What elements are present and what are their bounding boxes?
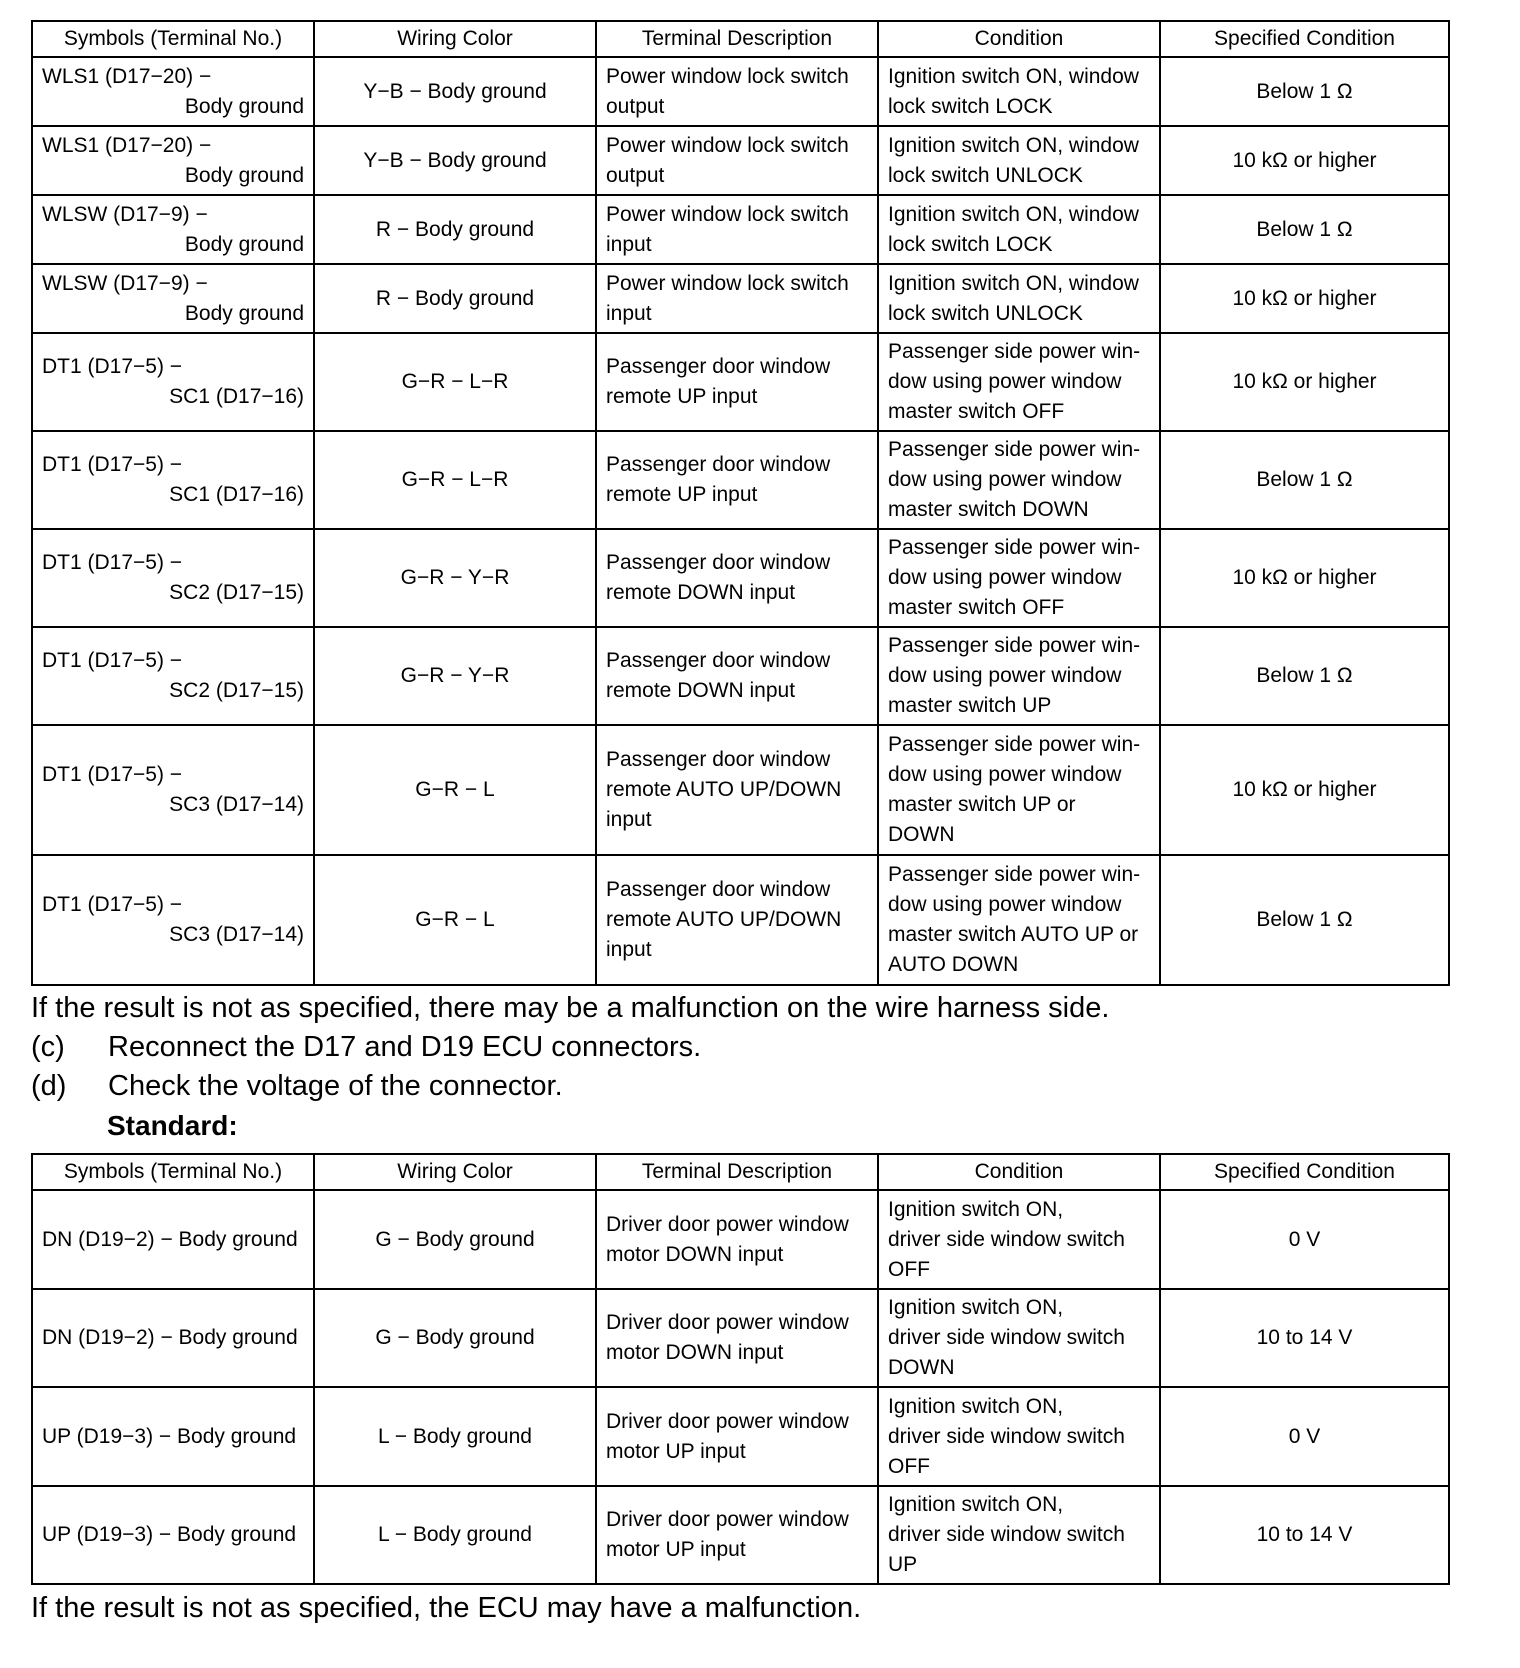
- cell-condition-line: Passenger side power win-: [888, 863, 1141, 886]
- header-condition: Condition: [878, 1154, 1160, 1190]
- cell-condition-line: DOWN: [888, 1356, 955, 1379]
- cell-condition-line: Passenger side power win-: [888, 340, 1141, 363]
- terminal-from: DT1 (D17−5) −: [42, 551, 183, 574]
- cell-condition-line: dow using power window: [888, 566, 1122, 589]
- terminal-from: DT1 (D17−5) −: [42, 649, 183, 672]
- cell-specified-condition: Below 1 Ω: [1160, 431, 1449, 529]
- cell-condition-line: driver side window switch: [888, 1424, 1125, 1448]
- cell-specified-condition: Below 1 Ω: [1160, 627, 1449, 725]
- terminal-from: DT1 (D17−5) −: [42, 763, 183, 786]
- cell-symbols: [32, 333, 314, 431]
- table-row: [32, 1387, 1449, 1486]
- table-row: [32, 1289, 1449, 1387]
- cell-wiring-color: G − Body ground: [314, 1190, 596, 1289]
- cell-terminal-description-line: Driver door power window: [606, 1212, 849, 1236]
- cell-condition-line: Passenger side power win-: [888, 536, 1141, 559]
- cell-terminal-description-line: motor DOWN input: [606, 1341, 784, 1364]
- table-row: [32, 431, 1449, 529]
- cell-symbols: DN (D19−2) − Body ground: [32, 1289, 314, 1387]
- cell-terminal-description-line: Passenger door window: [606, 878, 831, 901]
- cell-condition: [878, 1387, 1160, 1486]
- header-symbols: Symbols (Terminal No.): [32, 1154, 314, 1190]
- cell-condition-line: dow using power window: [888, 664, 1122, 687]
- terminal-to: SC1 (D17−16): [169, 385, 304, 408]
- cell-terminal-description: [596, 431, 878, 529]
- cell-specified-condition: 10 kΩ or higher: [1160, 725, 1449, 855]
- cell-terminal-description-line: input: [606, 938, 652, 961]
- cell-terminal-description: [596, 1190, 878, 1289]
- cell-condition-line: Ignition switch ON, window: [888, 133, 1139, 157]
- step-d: [31, 1067, 563, 1105]
- cell-terminal-description-line: motor UP input: [606, 1538, 746, 1561]
- step-d-letter: (d): [31, 1070, 67, 1102]
- cell-symbols: [32, 264, 314, 333]
- cell-specified-condition: 0 V: [1160, 1190, 1449, 1289]
- cell-condition-line: lock switch LOCK: [888, 232, 1053, 256]
- cell-condition-line: dow using power window: [888, 370, 1122, 393]
- cell-condition-line: OFF: [888, 1454, 930, 1478]
- cell-terminal-description-line: remote AUTO UP/DOWN: [606, 908, 842, 931]
- cell-terminal-description-line: Passenger door window: [606, 355, 831, 378]
- cell-terminal-description: [596, 126, 878, 195]
- header-wiring-color: Wiring Color: [314, 1154, 596, 1190]
- cell-wiring-color: Y−B − Body ground: [314, 126, 596, 195]
- terminal-to: SC3 (D17−14): [169, 923, 304, 946]
- cell-condition-line: driver side window switch: [888, 1523, 1125, 1546]
- terminal-from: DT1 (D17−5) −: [42, 355, 183, 378]
- cell-wiring-color: G−R − L−R: [314, 333, 596, 431]
- cell-specified-condition: 10 kΩ or higher: [1160, 264, 1449, 333]
- cell-condition: [878, 855, 1160, 985]
- table-row: [32, 333, 1449, 431]
- cell-terminal-description-line: Driver door power window: [606, 1311, 849, 1334]
- cell-condition-line: driver side window switch: [888, 1326, 1125, 1349]
- cell-terminal-description-line: motor UP input: [606, 1439, 746, 1463]
- terminal-to: SC1 (D17−16): [169, 483, 304, 506]
- cell-terminal-description-line: input: [606, 232, 652, 256]
- cell-symbols: [32, 126, 314, 195]
- cell-terminal-description-line: remote UP input: [606, 385, 758, 408]
- cell-terminal-description: [596, 1387, 878, 1486]
- cell-terminal-description-line: Driver door power window: [606, 1409, 849, 1433]
- cell-specified-condition: 10 to 14 V: [1160, 1486, 1449, 1584]
- cell-terminal-description: [596, 1486, 878, 1584]
- cell-wiring-color: R − Body ground: [314, 195, 596, 264]
- cell-terminal-description-line: output: [606, 163, 665, 187]
- cell-condition-line: Ignition switch ON, window: [888, 271, 1139, 295]
- cell-condition: [878, 57, 1160, 126]
- cell-symbols: UP (D19−3) − Body ground: [32, 1387, 314, 1486]
- cell-terminal-description-line: motor DOWN input: [606, 1242, 784, 1266]
- cell-condition-line: lock switch UNLOCK: [888, 301, 1083, 325]
- cell-terminal-description: [596, 855, 878, 985]
- resistance-spec-table: [31, 20, 1450, 986]
- cell-symbols: [32, 855, 314, 985]
- result-note-ecu: If the result is not as specified, the ECU may have a malfunction.: [31, 1592, 862, 1624]
- terminal-to: SC3 (D17−14): [169, 793, 304, 816]
- table-row: [32, 195, 1449, 264]
- cell-symbols: [32, 57, 314, 126]
- terminal-to: Body ground: [184, 94, 304, 118]
- cell-condition-line: master switch OFF: [888, 596, 1065, 619]
- cell-condition-line: Passenger side power win-: [888, 733, 1141, 756]
- cell-terminal-description-line: Passenger door window: [606, 551, 831, 574]
- cell-terminal-description-line: Power window lock switch: [606, 202, 849, 226]
- cell-symbols: [32, 431, 314, 529]
- cell-symbols: UP (D19−3) − Body ground: [32, 1486, 314, 1584]
- table-row: [32, 57, 1449, 126]
- step-d-text: Check the voltage of the connector.: [108, 1070, 563, 1102]
- cell-condition-line: master switch UP or: [888, 793, 1076, 816]
- cell-wiring-color: R − Body ground: [314, 264, 596, 333]
- cell-condition-line: master switch UP: [888, 694, 1052, 717]
- cell-terminal-description-line: Passenger door window: [606, 453, 831, 476]
- cell-terminal-description: [596, 627, 878, 725]
- cell-terminal-description: [596, 195, 878, 264]
- table-header-row: [32, 21, 1449, 57]
- cell-symbols: DN (D19−2) − Body ground: [32, 1190, 314, 1289]
- cell-condition: [878, 725, 1160, 855]
- cell-specified-condition: 10 kΩ or higher: [1160, 333, 1449, 431]
- table-row: [32, 529, 1449, 627]
- header-symbols: Symbols (Terminal No.): [32, 21, 314, 57]
- cell-terminal-description-line: input: [606, 808, 652, 831]
- cell-terminal-description-line: input: [606, 301, 652, 325]
- cell-condition-line: Passenger side power win-: [888, 438, 1141, 461]
- cell-condition: [878, 1486, 1160, 1584]
- terminal-from: WLSW (D17−9) −: [42, 271, 208, 295]
- voltage-spec-table: [31, 1153, 1450, 1585]
- terminal-to: SC2 (D17−15): [169, 581, 304, 604]
- cell-terminal-description: [596, 57, 878, 126]
- terminal-from: DT1 (D17−5) −: [42, 893, 183, 916]
- cell-specified-condition: Below 1 Ω: [1160, 57, 1449, 126]
- cell-condition-line: dow using power window: [888, 893, 1122, 916]
- table-row: [32, 725, 1449, 855]
- table-header-row: [32, 1154, 1449, 1190]
- cell-condition: [878, 333, 1160, 431]
- cell-terminal-description-line: Power window lock switch: [606, 64, 849, 88]
- cell-condition-line: Ignition switch ON, window: [888, 202, 1139, 226]
- cell-condition: [878, 627, 1160, 725]
- cell-condition-line: AUTO DOWN: [888, 953, 1019, 976]
- cell-condition: [878, 431, 1160, 529]
- cell-wiring-color: G − Body ground: [314, 1289, 596, 1387]
- table-row: [32, 264, 1449, 333]
- cell-terminal-description-line: Power window lock switch: [606, 133, 849, 157]
- cell-condition-line: Passenger side power win-: [888, 634, 1141, 657]
- cell-condition: [878, 264, 1160, 333]
- cell-terminal-description-line: remote UP input: [606, 483, 758, 506]
- cell-symbols: [32, 725, 314, 855]
- header-wiring-color: Wiring Color: [314, 21, 596, 57]
- cell-condition-line: master switch OFF: [888, 400, 1065, 423]
- cell-specified-condition: Below 1 Ω: [1160, 855, 1449, 985]
- cell-symbols: [32, 195, 314, 264]
- terminal-from: DT1 (D17−5) −: [42, 453, 183, 476]
- cell-terminal-description-line: remote DOWN input: [606, 581, 796, 604]
- cell-condition-line: Ignition switch ON,: [888, 1394, 1064, 1418]
- cell-condition-line: OFF: [888, 1257, 930, 1281]
- standard-label: Standard:: [107, 1110, 238, 1141]
- cell-condition: [878, 1289, 1160, 1387]
- table-row: [32, 855, 1449, 985]
- cell-condition-line: master switch DOWN: [888, 498, 1089, 521]
- step-c-text: Reconnect the D17 and D19 ECU connectors.: [108, 1031, 702, 1063]
- cell-condition-line: master switch AUTO UP or: [888, 923, 1139, 946]
- cell-specified-condition: 10 kΩ or higher: [1160, 126, 1449, 195]
- cell-terminal-description-line: remote DOWN input: [606, 679, 796, 702]
- cell-terminal-description-line: Passenger door window: [606, 748, 831, 771]
- terminal-to: Body ground: [184, 301, 304, 325]
- header-specified-condition: Specified Condition: [1160, 21, 1449, 57]
- header-specified-condition: Specified Condition: [1160, 1154, 1449, 1190]
- terminal-from: WLS1 (D17−20) −: [42, 133, 212, 157]
- cell-symbols: [32, 627, 314, 725]
- header-condition: Condition: [878, 21, 1160, 57]
- header-terminal-description: Terminal Description: [596, 1154, 878, 1190]
- cell-condition-line: dow using power window: [888, 763, 1122, 786]
- table-row: [32, 126, 1449, 195]
- cell-condition: [878, 195, 1160, 264]
- cell-condition-line: UP: [888, 1553, 918, 1576]
- cell-condition-line: dow using power window: [888, 468, 1122, 491]
- cell-condition-line: lock switch UNLOCK: [888, 163, 1083, 187]
- cell-wiring-color: G−R − L: [314, 725, 596, 855]
- cell-terminal-description-line: output: [606, 94, 665, 118]
- result-note-harness: If the result is not as specified, there may be a malfunction on the wire harness side.: [31, 992, 1110, 1024]
- cell-condition: [878, 1190, 1160, 1289]
- header-terminal-description: Terminal Description: [596, 21, 878, 57]
- cell-condition-line: Ignition switch ON, window: [888, 64, 1139, 88]
- step-c: [31, 1028, 701, 1066]
- cell-terminal-description-line: Power window lock switch: [606, 271, 849, 295]
- terminal-to: SC2 (D17−15): [169, 679, 304, 702]
- step-c-letter: (c): [31, 1031, 65, 1063]
- cell-terminal-description: [596, 1289, 878, 1387]
- cell-condition: [878, 529, 1160, 627]
- terminal-from: WLSW (D17−9) −: [42, 202, 208, 226]
- cell-terminal-description: [596, 333, 878, 431]
- terminal-from: WLS1 (D17−20) −: [42, 64, 212, 88]
- cell-wiring-color: L − Body ground: [314, 1486, 596, 1584]
- cell-condition-line: Ignition switch ON,: [888, 1493, 1064, 1516]
- cell-terminal-description-line: remote AUTO UP/DOWN: [606, 778, 842, 801]
- cell-symbols: [32, 529, 314, 627]
- cell-wiring-color: G−R − Y−R: [314, 627, 596, 725]
- cell-condition-line: DOWN: [888, 823, 955, 846]
- terminal-to: Body ground: [184, 232, 304, 256]
- cell-wiring-color: L − Body ground: [314, 1387, 596, 1486]
- cell-terminal-description: [596, 529, 878, 627]
- cell-specified-condition: 10 to 14 V: [1160, 1289, 1449, 1387]
- cell-terminal-description: [596, 725, 878, 855]
- cell-condition-line: lock switch LOCK: [888, 94, 1053, 118]
- cell-condition-line: Ignition switch ON,: [888, 1197, 1064, 1221]
- cell-condition-line: driver side window switch: [888, 1227, 1125, 1251]
- cell-wiring-color: G−R − L: [314, 855, 596, 985]
- table-row: [32, 1190, 1449, 1289]
- terminal-to: Body ground: [184, 163, 304, 187]
- cell-terminal-description-line: Passenger door window: [606, 649, 831, 672]
- cell-specified-condition: 10 kΩ or higher: [1160, 529, 1449, 627]
- cell-terminal-description-line: Driver door power window: [606, 1508, 849, 1531]
- cell-condition: [878, 126, 1160, 195]
- cell-specified-condition: 0 V: [1160, 1387, 1449, 1486]
- cell-condition-line: Ignition switch ON,: [888, 1296, 1064, 1319]
- cell-wiring-color: Y−B − Body ground: [314, 57, 596, 126]
- cell-wiring-color: G−R − L−R: [314, 431, 596, 529]
- cell-wiring-color: G−R − Y−R: [314, 529, 596, 627]
- cell-specified-condition: Below 1 Ω: [1160, 195, 1449, 264]
- table-row: [32, 1486, 1449, 1584]
- cell-terminal-description: [596, 264, 878, 333]
- table-row: [32, 627, 1449, 725]
